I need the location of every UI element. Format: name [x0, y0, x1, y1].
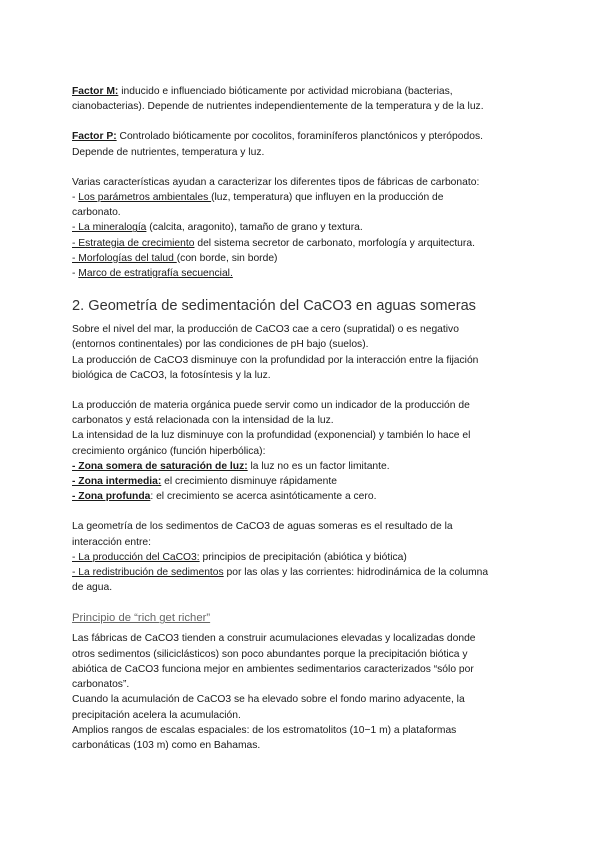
text-line: de agua. [72, 582, 113, 594]
factor-m-text-2: cianobacterias). Depende de nutrientes independientemente de la temperatura y de la luz. [72, 101, 484, 113]
text-line: interacción entre: [72, 536, 151, 548]
factor-m-label: Factor M: [72, 86, 119, 97]
text-line: La producción de materia orgánica puede servir como un indicador de la producción de [72, 400, 470, 412]
text-line: carbonáticas (103 m) como en Bahamas. [72, 739, 261, 751]
list-item-parametros-cont: carbonato. [72, 207, 121, 219]
text-line: (entornos continentales) por las condiciones de pH bajo (suelos). [72, 339, 369, 351]
list-item-mineralogia-rest: (calcita, aragonito), tamaño de grano y textura. [146, 222, 363, 234]
zone-somera-text: la luz no es un factor limitante. [247, 460, 390, 472]
text-line: carbonatos”. [72, 679, 130, 691]
list-item-produccion-rest: principios de precipitación (abiótica y biótica) [199, 551, 407, 563]
factor-m-paragraph [72, 84, 532, 114]
list-item-mineralogia: - La mineralogía [72, 222, 147, 234]
zone-profunda-label: - Zona profunda [72, 491, 151, 503]
list-item-estrategia: - Estrategia de crecimiento [72, 237, 195, 249]
factor-p-label: Factor P: [72, 131, 117, 143]
zone-intermedia-text: el crecimiento disminuye rápidamente [161, 476, 337, 488]
list-item-morfologias: - Morfologías del talud [72, 252, 177, 264]
list-item-parametros: Los parámetros ambientales [78, 192, 212, 204]
text-line: La producción de CaCO3 disminuye con la profundidad por la interacción entre la fijación [72, 354, 479, 366]
text-line: carbonatos y está relacionada con la intensidad de la luz. [72, 415, 334, 427]
section-2-paragraph-1 [72, 322, 532, 383]
text-line: Cuando la acumulación de CaCO3 se ha elevado sobre el fondo marino adyacente, la [72, 694, 465, 706]
list-item-parametros-rest: (luz, temperatura) que influyen en la producción de [211, 192, 444, 204]
section-2-heading: 2. Geometría de sedimentación del CaCO3 en aguas someras [72, 298, 476, 315]
principio-heading: Principio de “rich get richer” [72, 612, 211, 625]
factor-p-text-2: Depende de nutrientes, temperatura y luz. [72, 146, 265, 158]
list-item-estrategia-rest: del sistema secretor de carbonato, morfología y arquitectura. [194, 237, 475, 249]
document-page [72, 84, 532, 768]
text-line: precipitación acelera la acumulación. [72, 709, 241, 721]
list-item-marco: Marco de estratigrafía secuencial. [78, 268, 233, 280]
text-line: crecimiento orgánico (función hiperbólica): [72, 445, 266, 457]
text-line: Sobre el nivel del mar, la producción de CaCO3 cae a cero (supratidal) o es negativo [72, 324, 459, 336]
text-line: Amplios rangos de escalas espaciales: de los estromatolitos (10−1 m) a plataformas [72, 724, 457, 736]
factor-p-paragraph [72, 129, 532, 159]
factor-p-text-1: Controlado bióticamente por cocolitos, foraminíferos planctónicos y pterópodos. [116, 131, 483, 143]
zone-somera-label: - Zona somera de saturación de luz: [72, 460, 248, 472]
factor-m-text-1: inducido e influenciado bióticamente por actividad microbiana (bacterias, [118, 86, 453, 97]
section-2-paragraph-3 [72, 519, 532, 595]
characteristics-list [72, 175, 532, 281]
list-dash: - [72, 192, 79, 204]
text-line: otros sedimentos (siliciclásticos) son poco abundantes porque la precipitación biótica y [72, 648, 468, 660]
principio-paragraph [72, 631, 532, 753]
text-line: La geometría de los sedimentos de CaCO3 de aguas someras es el resultado de la [72, 521, 453, 533]
zone-intermedia-label: - Zona intermedia: [72, 476, 162, 488]
text-line: Las fábricas de CaCO3 tienden a construir acumulaciones elevadas y localizadas donde [72, 633, 476, 645]
text-line: La intensidad de la luz disminuye con la profundidad (exponencial) y también lo hace el [72, 430, 471, 442]
text-line: abiótica de CaCO3 funciona mejor en ambientes sedimentarios caracterizados “sólo por [72, 663, 474, 675]
characteristics-intro: Varias características ayudan a caracterizar los diferentes tipos de fábricas de carbonato: [72, 176, 480, 188]
list-item-morfologias-rest: (con borde, sin borde) [176, 252, 278, 264]
list-item-redistribucion-rest: por las olas y las corrientes: hidrodinámica de la columna [223, 567, 489, 579]
zone-profunda-text: : el crecimiento se acerca asintóticamente a cero. [150, 491, 377, 503]
list-item-redistribucion: - La redistribución de sedimentos [72, 567, 224, 579]
list-dash: - [72, 268, 79, 280]
list-item-produccion: - La producción del CaCO3: [72, 551, 200, 563]
section-2-paragraph-2 [72, 398, 532, 504]
text-line: biológica de CaCO3, la fotosíntesis y la luz. [72, 369, 271, 381]
